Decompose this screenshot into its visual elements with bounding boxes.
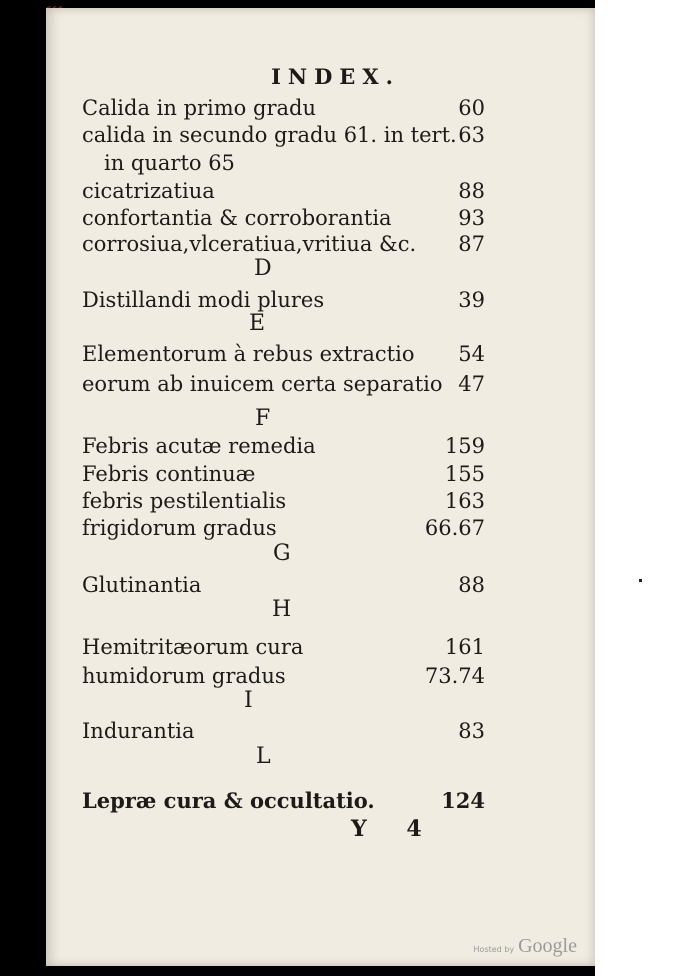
- entry-term: humidorum gradus: [82, 664, 286, 688]
- index-entry: [82, 372, 485, 398]
- section-letter: E: [249, 311, 266, 336]
- section-letter: G: [273, 541, 291, 566]
- entry-page: 93: [458, 206, 485, 230]
- section-letter: I: [244, 688, 253, 713]
- entry-page: 155: [444, 462, 485, 486]
- entry-page: 60: [458, 96, 485, 120]
- hosted-by-label: Hosted by: [473, 945, 515, 954]
- entry-term: frigidorum gradus: [82, 516, 277, 540]
- entry-page: 73.74: [424, 664, 485, 688]
- index-entry: [82, 664, 485, 690]
- section-letter: H: [272, 597, 292, 622]
- entry-page: 87: [458, 232, 485, 256]
- entry-term: Elementorum à rebus extractio: [82, 342, 415, 366]
- entry-page: 39: [458, 288, 485, 312]
- section-letter: D: [254, 256, 272, 281]
- index-entry: [82, 288, 485, 314]
- entry-term: Calida in primo gradu: [82, 96, 316, 120]
- index-entry: [82, 635, 485, 661]
- entry-term: Indurantia: [82, 719, 195, 743]
- index-entry: [82, 151, 485, 177]
- book-page: [46, 8, 595, 966]
- hosted-by-google: [474, 935, 577, 958]
- speck: [639, 579, 642, 582]
- entry-page: 47: [458, 372, 485, 396]
- index-entry: [82, 232, 485, 258]
- index-entry: [82, 788, 485, 814]
- entry-page: 159: [444, 434, 485, 458]
- index-entry: [82, 434, 485, 460]
- index-entry: [82, 462, 485, 488]
- section-letter: L: [256, 744, 271, 769]
- index-entry: [82, 719, 485, 745]
- entry-term: eorum ab inuicem certa separatio: [82, 372, 443, 396]
- signature-mark: Y 4: [351, 816, 438, 842]
- entry-page: 54: [458, 342, 485, 366]
- entry-term: Hemitritæorum cura: [82, 635, 304, 659]
- index-entry: [82, 123, 485, 149]
- entry-term: calida in secundo gradu 61. in tert.: [82, 123, 457, 147]
- right-margin-strip: [595, 0, 690, 976]
- index-entry: [82, 489, 485, 515]
- google-logo: Google: [518, 935, 577, 957]
- index-entry: [82, 96, 485, 122]
- entry-term: Glutinantia: [82, 573, 202, 597]
- entry-page: 88: [458, 179, 485, 203]
- entry-term: febris pestilentialis: [82, 489, 287, 513]
- entry-term: Lepræ cura & occultatio.: [82, 788, 375, 813]
- entry-page: 124: [441, 788, 485, 813]
- section-letter: F: [255, 406, 271, 431]
- entry-term: Febris acutæ remedia: [82, 434, 316, 458]
- entry-term: Distillandi modi plures: [82, 288, 325, 312]
- index-entry: [82, 206, 485, 232]
- entry-term: cicatrizatiua: [82, 179, 215, 203]
- entry-page: 66.67: [424, 516, 485, 540]
- entry-term: Febris continuæ: [82, 462, 256, 486]
- entry-term: confortantia & corroborantia: [82, 206, 392, 230]
- entry-page: 88: [458, 573, 485, 597]
- entry-term: corrosiua,vlceratiua,vritiua &c.: [82, 232, 417, 256]
- entry-page: 83: [458, 719, 485, 743]
- index-entry: [82, 573, 485, 599]
- entry-term: in quarto 65: [104, 151, 235, 175]
- entry-page: 63: [458, 123, 485, 147]
- page-header: INDEX.: [271, 64, 400, 89]
- entry-page: 163: [444, 489, 485, 513]
- index-entry: [82, 179, 485, 205]
- index-entry: [82, 342, 485, 368]
- entry-page: 161: [444, 635, 485, 659]
- index-entry: [82, 516, 485, 542]
